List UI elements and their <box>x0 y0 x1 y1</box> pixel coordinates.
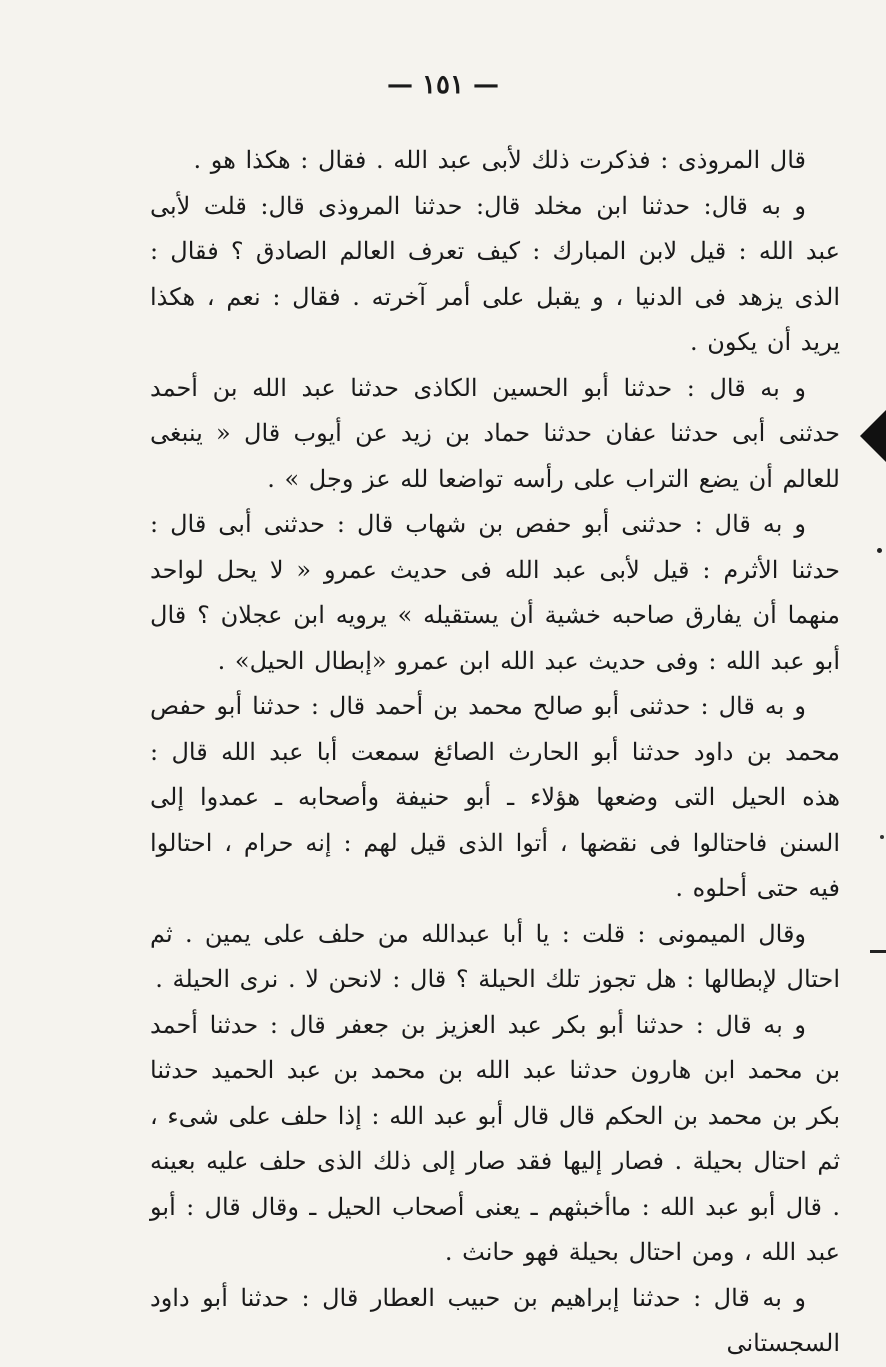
page-number: — ١٥١ — <box>386 70 500 100</box>
margin-tab-mark <box>860 410 886 462</box>
paragraph-8: و به قال : حدثنا إبراهيم بن حبيب العطار قال : حدثنا أبو داود السجستانى <box>150 1283 840 1357</box>
margin-dot-mark <box>877 548 882 553</box>
paragraph-4: و به قال : حدثنى أبو حفص بن شهاب قال : حدثنى أبى قال : حدثنا الأثرم : قيل لأبى عبد الله فى حديث عمرو « لا يحل لواحد منهما أن يفارق صاحبه خشية أن يستقيله » يرويه ابن عجلان ؟ قال أبو عبد الله : وفى حديث عبد الله ابن عمرو «إبطال الحيل» . <box>150 510 840 675</box>
paragraph-3: و به قال : حدثنا أبو الحسين الكاذى حدثنا عبد الله بن أحمد حدثنى أبى حدثنا عفان حدثنا حماد بن زيد عن أيوب قال « ينبغى للعالم أن يضع التراب على رأسه تواضعا لله عز وجل » . <box>150 373 840 493</box>
paragraph-2: و به قال: حدثنا ابن مخلد قال: حدثنا المروذى قال: قلت لأبى عبد الله : قيل لابن المبارك : كيف تعرف العالم الصادق ؟ فقال : الذى يزهد فى الدنيا ، و يقبل على أمر آخرته . فقال : نعم ، هكذا يريد أن يكون . <box>150 191 840 356</box>
paragraph-7: و به قال : حدثنا أبو بكر عبد العزيز بن جعفر قال : حدثنا أحمد بن محمد ابن هارون حدثنا عبد الله بن محمد بن عبد الحميد حدثنا بكر بن محمد بن الحكم قال قال أبو عبد الله : إذا حلف على شىء ، ثم احتال بحيلة . فصار إليها فقد صار إلى ذلك الذى حلف عليه بعينه . قال أبو عبد الله : ماأخبثهم ـ يعنى أصحاب الحيل ـ وقال قال : أبو عبد الله ، ومن احتال بحيلة فهو حانث . <box>150 1010 840 1266</box>
paragraph-1: قال المروذى : فذكرت ذلك لأبى عبد الله . فقال : هكذا هو . <box>193 146 806 174</box>
margin-speck-mark <box>880 835 884 839</box>
margin-tick-mark <box>870 950 886 953</box>
paragraph-6: وقال الميمونى : قلت : يا أبا عبدالله من حلف على يمين . ثم احتال لإبطالها : هل تجوز تلك الحيلة ؟ قال : لانحن لا . نرى الحيلة . <box>150 919 840 993</box>
body-text <box>150 138 840 1367</box>
paragraph-5: و به قال : حدثنى أبو صالح محمد بن أحمد قال : حدثنا أبو حفص محمد بن داود حدثنا أبو الحارث الصائغ سمعت أبا عبد الله قال : هذه الحيل التى وضعها هؤلاء ـ أبو حنيفة وأصحابه ـ عمدوا إلى السنن فاحتالوا فى نقضها ، أتوا الذى قيل لهم : إنه حرام ، احتالوا فيه حتى أحلوه . <box>150 692 840 902</box>
